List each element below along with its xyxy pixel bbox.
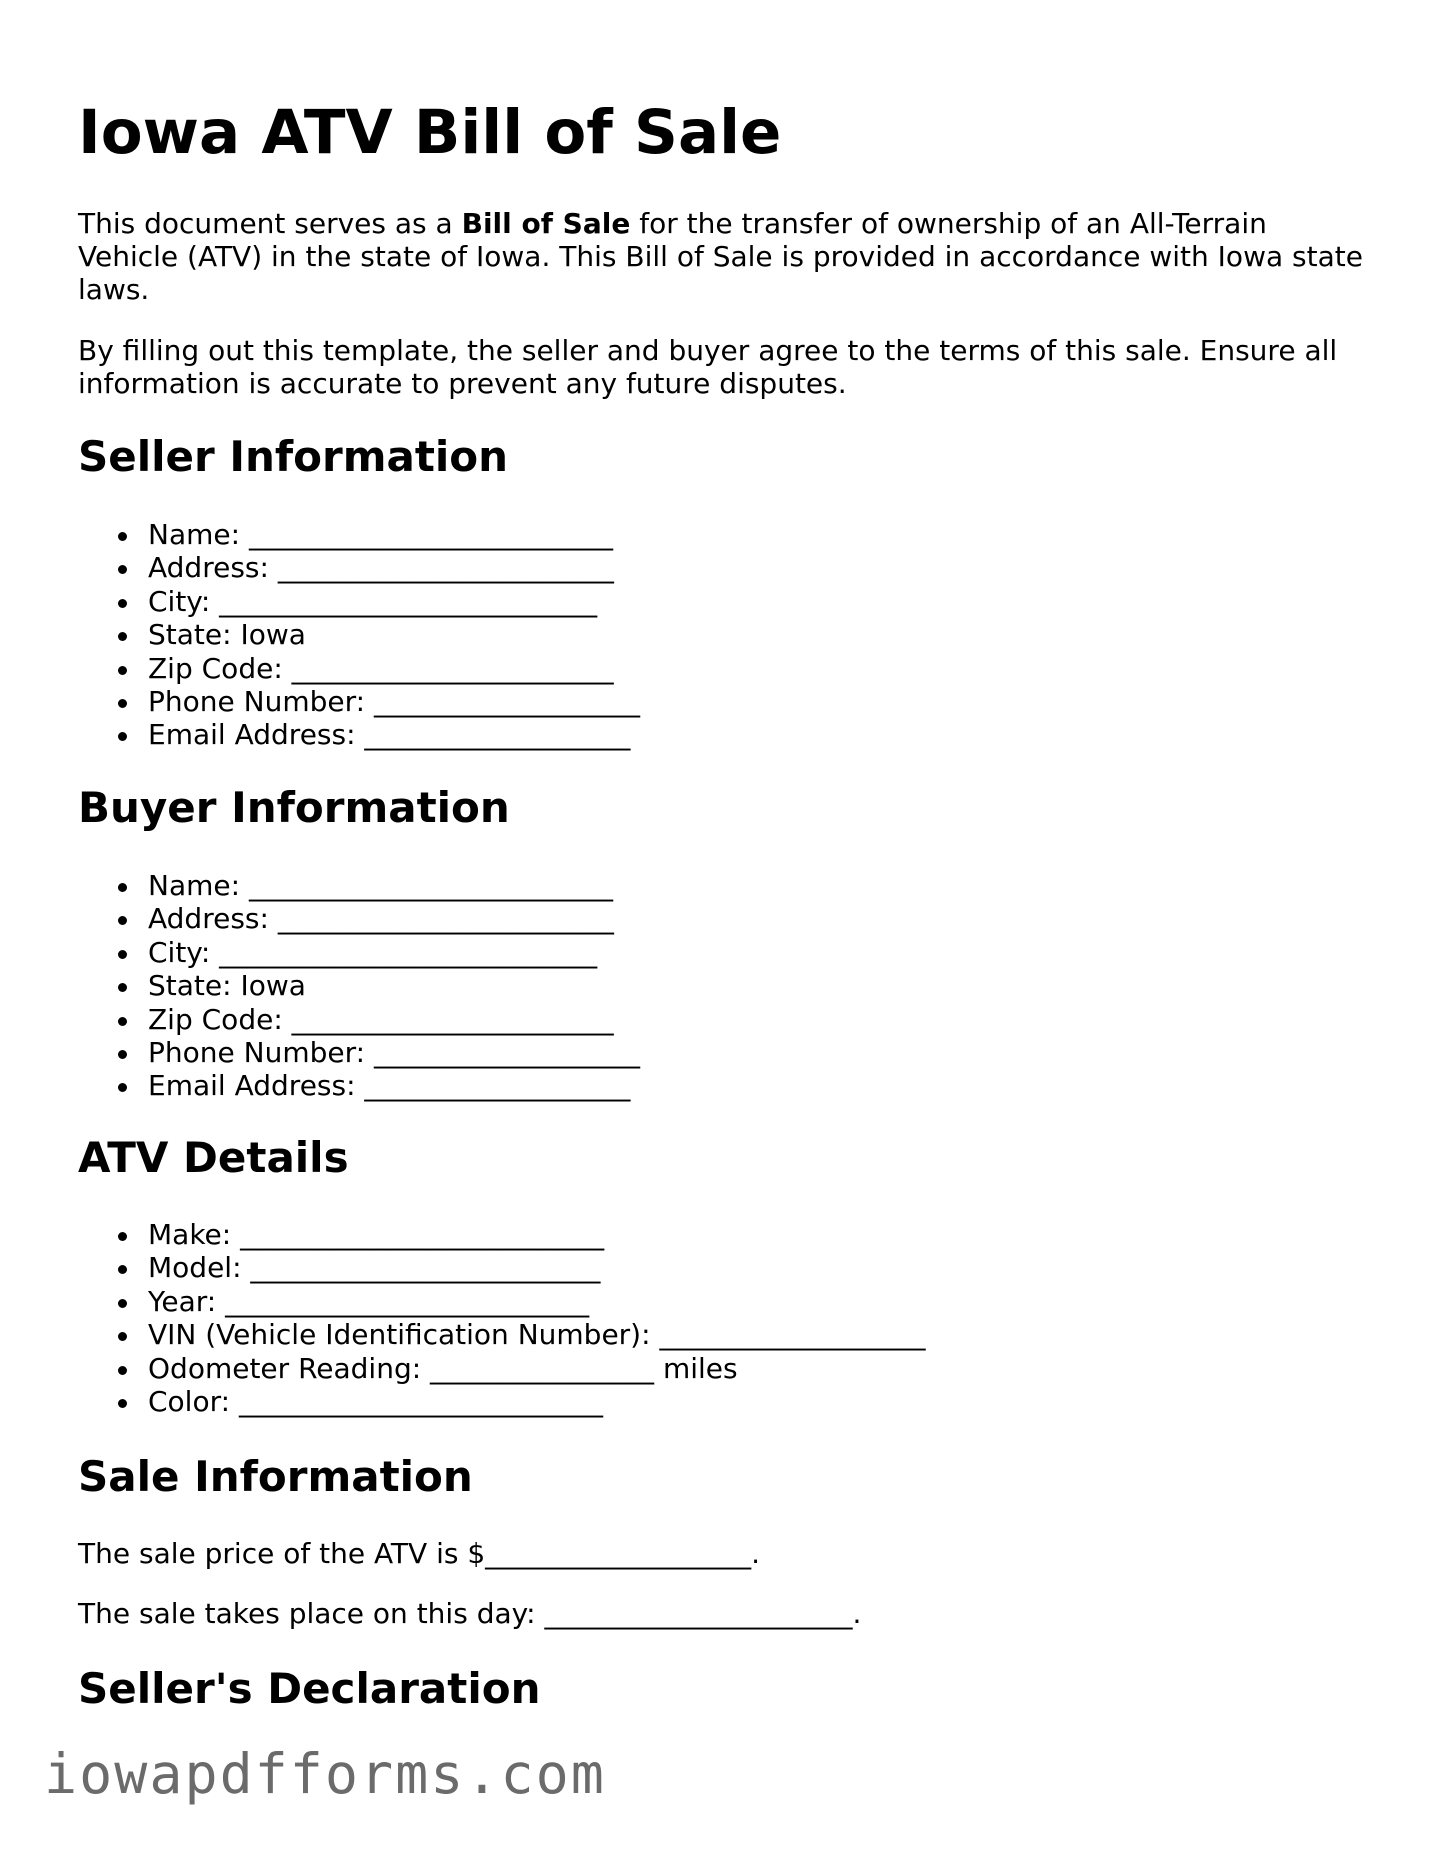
declaration-section-heading: Seller's Declaration xyxy=(78,1664,541,1713)
intro-paragraph-2: By filling out this template, the seller and buyer agree to the terms of this sale. Ensure all information is accurate to prevent any future disputes. xyxy=(78,334,1338,400)
bullet-icon xyxy=(118,1265,127,1274)
list-item xyxy=(148,518,640,551)
list-item xyxy=(148,869,640,902)
bullet-icon xyxy=(118,699,127,708)
list-item xyxy=(148,551,640,584)
buyer-address-field: Address: ________________________ xyxy=(148,902,614,936)
seller-address-field: Address: ________________________ xyxy=(148,551,614,585)
list-item xyxy=(148,1285,925,1318)
bullet-icon xyxy=(118,532,127,541)
atv-color-field: Color: __________________________ xyxy=(148,1385,603,1419)
bullet-icon xyxy=(118,632,127,641)
seller-name-field: Name: __________________________ xyxy=(148,518,613,551)
buyer-phone-field: Phone Number: ___________________ xyxy=(148,1036,640,1070)
intro-text-1: This document serves as a xyxy=(78,207,462,240)
list-item xyxy=(148,618,640,651)
bullet-icon xyxy=(118,599,127,608)
watermark-text: iowapdfforms.com xyxy=(44,1742,606,1806)
intro-bold-term: Bill of Sale xyxy=(461,207,631,240)
bullet-icon xyxy=(118,983,127,992)
bullet-icon xyxy=(118,883,127,892)
list-item xyxy=(148,652,640,685)
seller-phone-field: Phone Number: ___________________ xyxy=(148,685,640,719)
intro-text-2: for the transfer of ownership of an All-Terrain Vehicle (ATV) in the state of Iowa. This Bill of Sale is provided in accordance with Iowa state laws. xyxy=(78,207,1363,306)
seller-state-field: State: Iowa xyxy=(148,618,306,652)
seller-field-list xyxy=(78,518,640,752)
bullet-icon xyxy=(118,1083,127,1092)
list-item xyxy=(148,1385,925,1418)
list-item xyxy=(148,1251,925,1284)
bullet-icon xyxy=(118,1399,127,1408)
sale-section-heading: Sale Information xyxy=(78,1452,473,1501)
bullet-icon xyxy=(118,1017,127,1026)
list-item xyxy=(148,1036,640,1069)
list-item xyxy=(148,585,640,618)
bullet-icon xyxy=(118,950,127,959)
buyer-name-field: Name: __________________________ xyxy=(148,869,613,902)
bullet-icon xyxy=(118,666,127,675)
document-title: Iowa ATV Bill of Sale xyxy=(78,97,782,168)
list-item xyxy=(148,902,640,935)
bullet-icon xyxy=(118,732,127,741)
list-item xyxy=(148,1318,925,1351)
list-item xyxy=(148,685,640,718)
bullet-icon xyxy=(118,565,127,574)
seller-zip-field: Zip Code: _______________________ xyxy=(148,651,614,685)
list-item xyxy=(148,1069,640,1102)
atv-year-field: Year: __________________________ xyxy=(148,1284,590,1318)
buyer-field-list xyxy=(78,869,640,1103)
bullet-icon xyxy=(118,1332,127,1341)
bullet-icon xyxy=(118,1232,127,1241)
seller-email-field: Email Address: ___________________ xyxy=(148,718,631,752)
list-item xyxy=(148,718,640,751)
buyer-section-heading: Buyer Information xyxy=(78,783,510,832)
atv-field-list xyxy=(78,1218,925,1418)
sale-price-line: The sale price of the ATV is $___________________. xyxy=(78,1537,761,1570)
atv-make-field: Make: __________________________ xyxy=(148,1218,605,1251)
list-item xyxy=(148,969,640,1002)
bullet-icon xyxy=(118,1366,127,1375)
buyer-city-field: City: ___________________________ xyxy=(148,935,598,969)
list-item xyxy=(148,1218,925,1251)
sale-date-line: The sale takes place on this day: ______________________. xyxy=(78,1597,862,1630)
atv-vin-field: VIN (Vehicle Identification Number): ___________________ xyxy=(148,1318,926,1352)
list-item xyxy=(148,936,640,969)
list-item xyxy=(148,1352,925,1385)
seller-city-field: City: ___________________________ xyxy=(148,584,598,618)
bullet-icon xyxy=(118,1299,127,1308)
atv-model-field: Model: _________________________ xyxy=(148,1251,601,1285)
atv-section-heading: ATV Details xyxy=(78,1133,349,1182)
buyer-email-field: Email Address: ___________________ xyxy=(148,1069,631,1103)
buyer-state-field: State: Iowa xyxy=(148,969,306,1003)
intro-paragraph-1 xyxy=(78,207,1368,306)
list-item xyxy=(148,1003,640,1036)
buyer-zip-field: Zip Code: _______________________ xyxy=(148,1002,614,1036)
bullet-icon xyxy=(118,1050,127,1059)
bullet-icon xyxy=(118,916,127,925)
seller-section-heading: Seller Information xyxy=(78,432,509,481)
atv-odometer-field: Odometer Reading: ________________ miles xyxy=(148,1351,738,1385)
